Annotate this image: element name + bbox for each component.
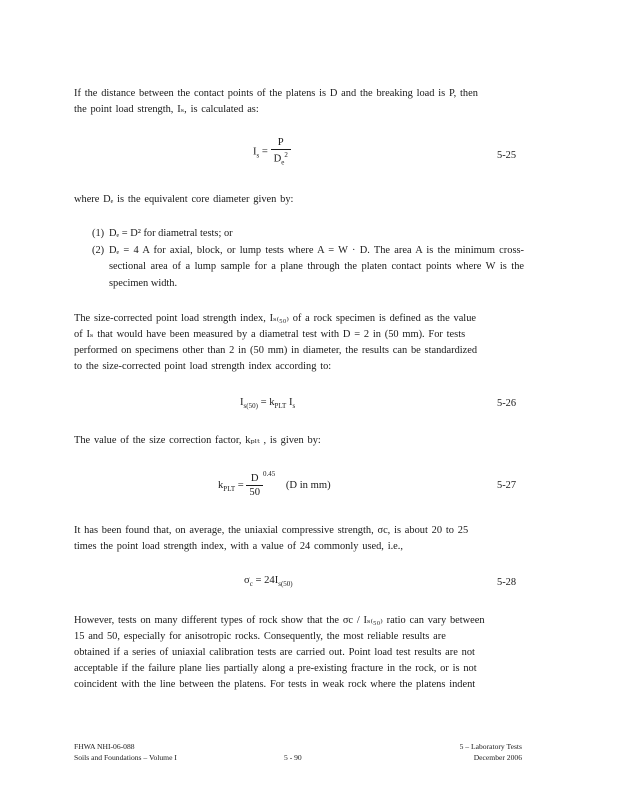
eq-lhs: σ [244, 575, 250, 586]
footer-chapter: 5 – Laboratory Tests [459, 742, 522, 751]
eq-rhs: = k [260, 397, 275, 408]
paragraph-line: times the point load strength index, with a value of 24 commonly used, i.e., [74, 541, 403, 552]
list-item-number: (1) [92, 228, 105, 239]
eq-numerator: P [277, 137, 284, 148]
paragraph-correction-factor [74, 433, 524, 449]
eq-den-var: D [273, 153, 282, 165]
equation-number: 5-26 [497, 398, 517, 409]
eq-rhs-sub: s(50) [278, 580, 293, 589]
eq-lhs-sub: PLT [223, 485, 236, 494]
eq-fraction [271, 137, 291, 167]
equation-number: 5-27 [497, 480, 517, 491]
paragraph-size-corrected [74, 311, 524, 375]
eq-exponent: 0.45 [263, 470, 276, 478]
eq-lhs: I [253, 146, 257, 158]
paragraph-however [74, 613, 524, 693]
eq-lhs-sub: s [256, 151, 260, 160]
eq-den-sub: e [281, 158, 285, 167]
list-item-text: Dₑ = 4 A for axial, block, or lump tests where A = W · D. The area A is the minimum cross-sectional area of a lump sample for a plane through the platen contact points where W is the specimen width. [109, 244, 524, 289]
eq-denominator: 50 [246, 485, 263, 498]
paragraph-line: where Dₑ is the equivalent core diameter given by: [74, 194, 294, 205]
paragraph-line: However, tests on many different types of rock show that the σc / Iₛ₍₅₀₎ ratio can vary between [74, 615, 485, 626]
eq-rhs: = 24I [255, 575, 279, 586]
footer-doc-id: FHWA NHI-06-088 [74, 742, 135, 751]
eq-equals: = [237, 480, 244, 491]
eq-equals: = [261, 146, 268, 158]
eq-fraction [246, 473, 263, 498]
equation-number: 5-28 [497, 577, 517, 588]
eq-lhs: I [240, 397, 244, 408]
paragraph-line: 15 and 50, especially for anisotropic rocks. Consequently, the most reliable results are [74, 631, 446, 642]
eq-rhs2: I [288, 397, 293, 408]
equation-number: 5-25 [497, 150, 517, 161]
paragraph-line: If the distance between the contact points of the platens is D and the breaking load is P, then [74, 88, 478, 99]
footer-date: December 2006 [473, 753, 522, 762]
eq-lhs-sub: s(50) [243, 402, 258, 411]
eq-lhs: k [218, 480, 224, 491]
equation-point-load-strength [253, 137, 291, 167]
list-item-number: (2) [92, 244, 105, 256]
paragraph-line: to the size-corrected point load strength index according to: [74, 361, 332, 372]
paragraph-line: It has been found that, on average, the uniaxial compressive strength, σc, is about 20 to 25 [74, 525, 469, 536]
list-item [92, 226, 524, 243]
paragraph-uniaxial [74, 523, 524, 555]
diameter-list [92, 226, 524, 292]
equation-correction-factor [218, 470, 331, 498]
footer-left [74, 741, 177, 763]
paragraph-line: of Iₛ that would have been measured by a diametral test with D = 2 in (50 mm). For tests [74, 329, 466, 340]
eq-lhs-sub: c [249, 580, 253, 589]
paragraph-line: obtained if a series of uniaxial calibration tests are carried out. Point load test results are not [74, 647, 475, 658]
footer-doc-title: Soils and Foundations – Volume I [74, 753, 177, 762]
paragraph-line: acceptable if the failure plane lies partially along a pre-existing fracture in the rock, or is not [74, 663, 477, 674]
paragraph-line: The value of the size correction factor, kₚₗₜ , is given by: [74, 435, 321, 446]
footer-right [438, 741, 522, 763]
paragraph-line: performed on specimens other than 2 in (50 mm) in diameter, the results can be standardized [74, 345, 478, 356]
list-item-text: Dₑ = D² for diametral tests; or [109, 228, 233, 239]
equation-size-corrected [240, 397, 295, 410]
paragraph-line: the point load strength, Iₛ, is calculated as: [74, 104, 259, 115]
list-item [92, 243, 524, 293]
paragraph-breaking-load [74, 86, 524, 118]
equation-uniaxial [244, 575, 293, 588]
eq-rhs-sub: PLT [274, 402, 287, 411]
eq-rhs2-sub: s [292, 402, 296, 411]
eq-den-sup: 2 [284, 151, 288, 159]
paragraph-line: The size-corrected point load strength index, Iₛ₍₅₀₎ of a rock specimen is defined as the value [74, 313, 477, 324]
paragraph-equivalent-diameter [74, 192, 524, 208]
paragraph-line: coincident with the line between the platens. For tests in weak rock where the platens indent [74, 679, 476, 690]
footer-page-number: 5 - 90 [284, 753, 302, 762]
eq-note: (D in mm) [285, 480, 331, 491]
eq-denominator [271, 149, 291, 167]
eq-numerator: D [250, 473, 259, 485]
